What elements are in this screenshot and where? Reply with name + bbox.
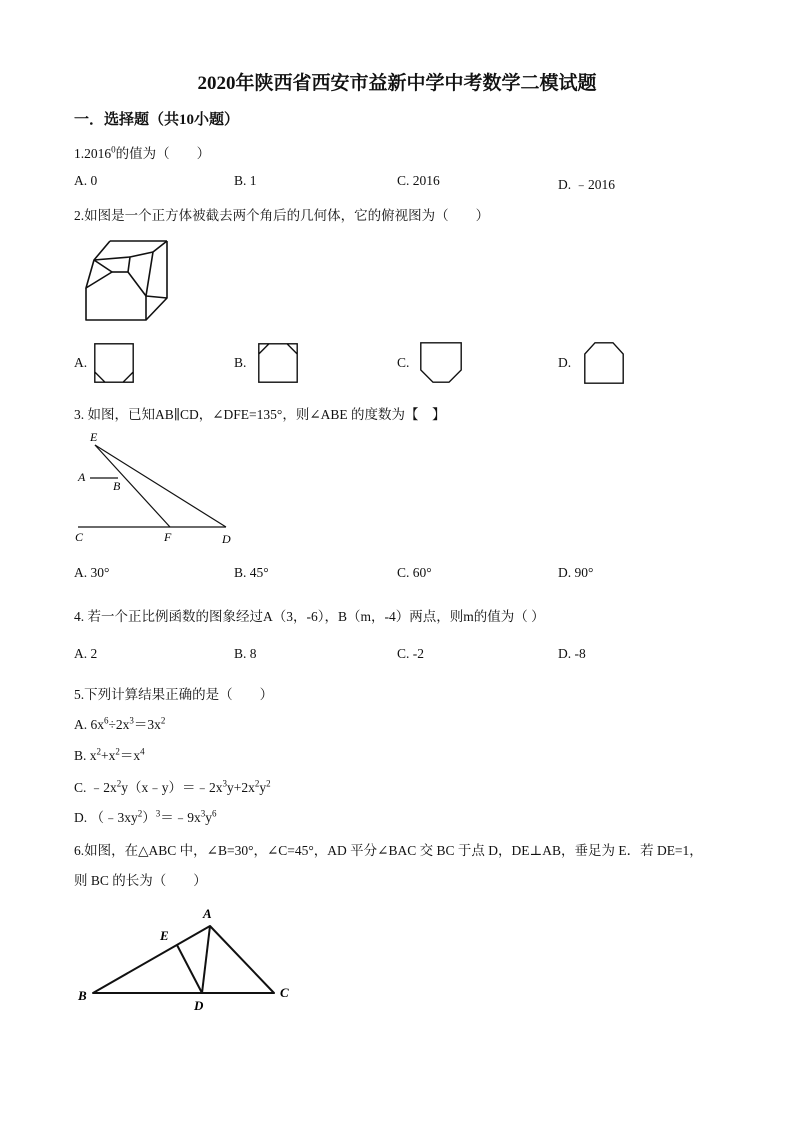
figure-label-e: E xyxy=(160,928,169,943)
question-2-solid-figure xyxy=(80,236,172,326)
question-2-option-d-letter: D. xyxy=(558,355,572,370)
question-6-stem-line-2: 则 BC 的长为（ ） xyxy=(74,873,207,888)
question-3-stem: 3. 如图，已知AB∥CD，∠DFE=135°，则∠ABE 的度数为【 】 xyxy=(74,407,446,422)
question-4-stem: 4. 若一个正比例函数的图象经过A（3，-6），B（m，-4）两点，则m的值为（ ） xyxy=(74,609,545,624)
question-2-option-c-figure xyxy=(420,342,462,383)
figure-label-d: D xyxy=(222,532,231,546)
question-4-option-b: B. 8 xyxy=(234,646,257,661)
question-5-option-c: C. $﹣2x^2y(x﹣y)=﹣2x^3y+2x^2y^2$ xyxy=(74,778,271,795)
section-heading: 一．选择题（共10小题） xyxy=(74,112,240,128)
question-2-option-b-figure xyxy=(258,343,298,383)
question-3-option-a: A. 30° xyxy=(74,565,110,580)
question-1-option-a: A. 0 xyxy=(74,173,98,188)
figure-label-a: A xyxy=(203,906,212,921)
question-2-option-d-figure xyxy=(584,342,624,384)
figure-label-c: C xyxy=(280,985,289,1000)
question-1-option-c: C. 2016 xyxy=(397,173,440,188)
question-1-option-d: D. ﹣2016 xyxy=(558,177,615,192)
question-4-option-c: C. -2 xyxy=(397,646,424,661)
figure-label-b: B xyxy=(113,479,121,493)
question-4-option-d: D. -8 xyxy=(558,646,586,661)
question-5-stem: 5.下列计算结果正确的是（ ） xyxy=(74,687,274,702)
question-2-option-c-letter: C. xyxy=(397,355,410,370)
question-2-stem: 2.如图是一个正方体被截去两个角后的几何体，它的俯视图为（ ） xyxy=(74,208,490,223)
question-2-option-a-figure xyxy=(94,343,134,383)
question-2-option-a-letter: A. xyxy=(74,355,88,370)
question-3-option-c: C. 60° xyxy=(397,565,432,580)
question-5-option-b: B. $x^2+x^2=x^4$ xyxy=(74,746,145,763)
question-6-figure xyxy=(76,902,301,1017)
question-1-stem: 1.2016$^0$的值为（ ） xyxy=(74,144,211,161)
question-3-figure xyxy=(70,428,250,548)
question-3-option-d: D. 90° xyxy=(558,565,594,580)
figure-label-b: B xyxy=(78,988,87,1003)
question-6-stem-line-1: 6.如图，在△ABC 中，∠B=30°，∠C=45°，AD 平分∠BAC 交 BC 于点 D，DE⊥AB，垂足为 E．若 DE=1， xyxy=(74,843,703,858)
question-1-option-b: B. 1 xyxy=(234,173,257,188)
question-3-option-b: B. 45° xyxy=(234,565,269,580)
question-5-option-a: A. $6x^6\div 2x^3=3x^2$ xyxy=(74,715,166,732)
figure-label-c: C xyxy=(75,530,84,544)
figure-label-e: E xyxy=(90,430,98,444)
figure-label-d: D xyxy=(194,998,204,1013)
page-title: 2020年陕西省西安市益新中学中考数学二模试题 xyxy=(197,73,597,94)
question-2-option-b-letter: B. xyxy=(234,355,247,370)
question-4-option-a: A. 2 xyxy=(74,646,98,661)
figure-label-f: F xyxy=(164,530,172,544)
question-5-option-d: D. $(﹣3xy^2)^3=﹣9x^3y^6$ xyxy=(74,808,217,825)
figure-label-a: A xyxy=(78,470,86,484)
